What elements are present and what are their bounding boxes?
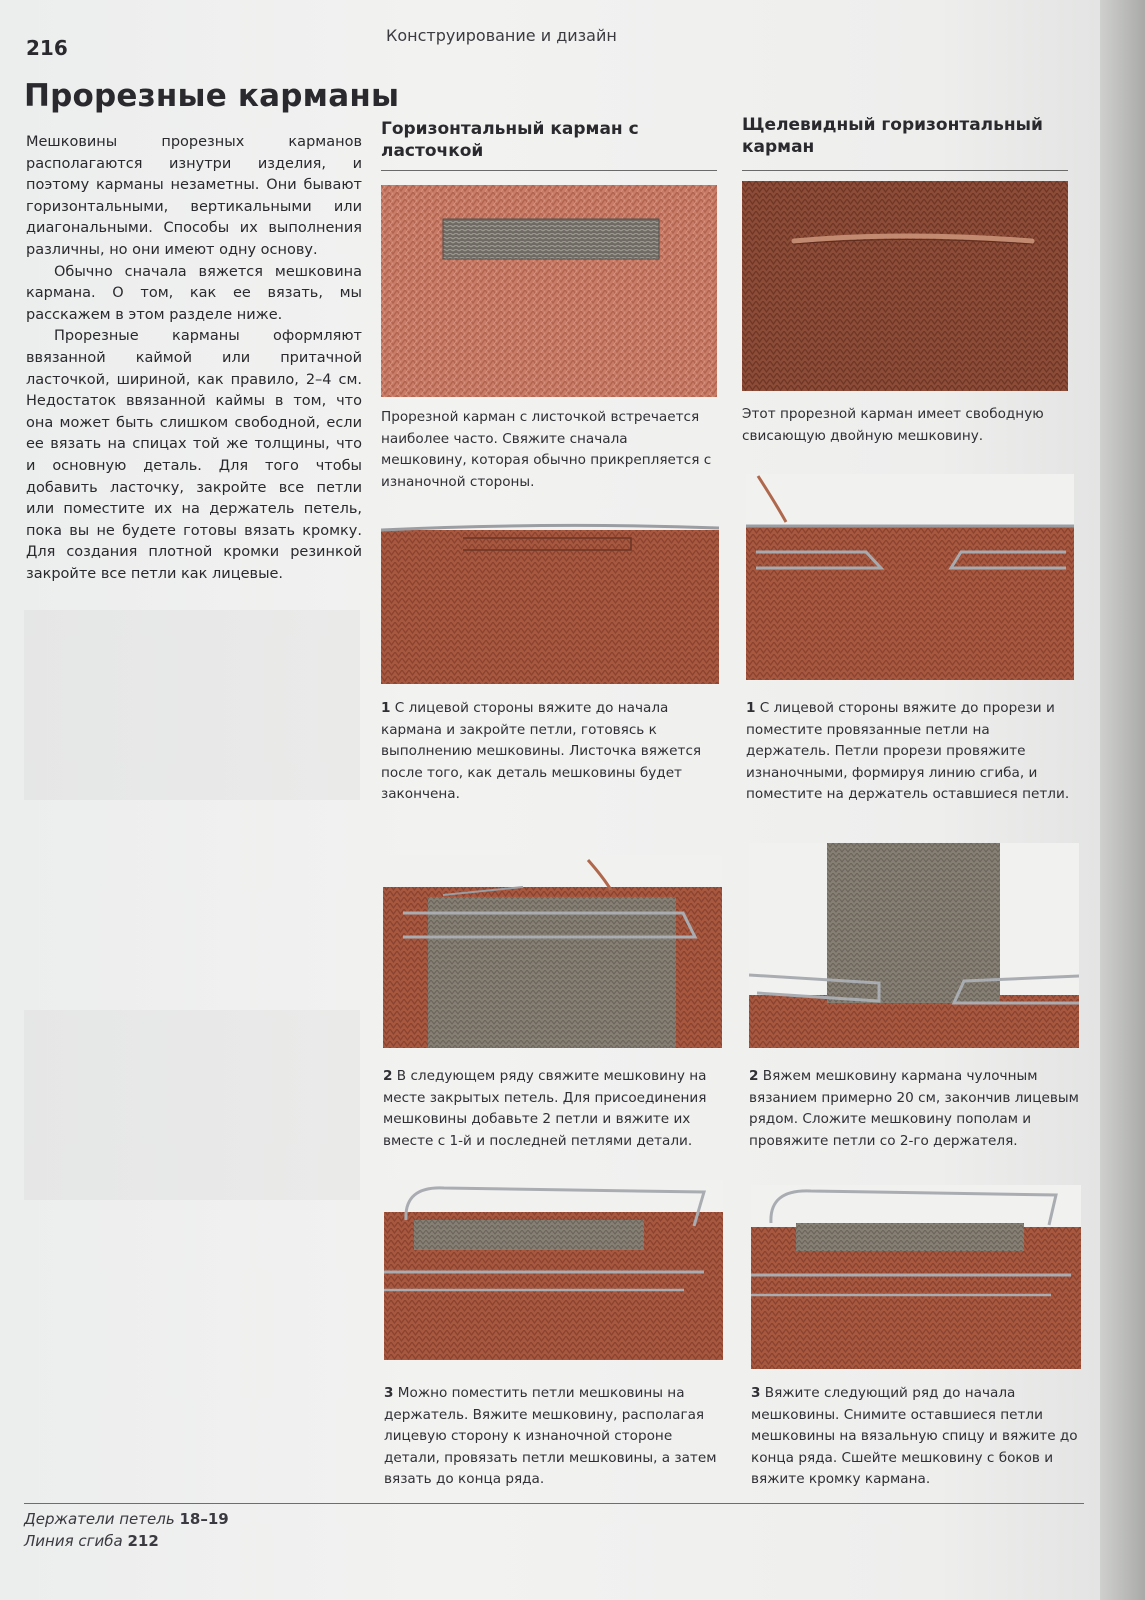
photo-right-step-1 (746, 474, 1074, 680)
step-number: 2 (749, 1068, 759, 1084)
photo-right-step-3 (751, 1185, 1081, 1369)
step-number: 2 (383, 1068, 393, 1084)
column-rule-left (381, 170, 717, 171)
caption-right-step-2 (749, 1066, 1081, 1152)
intro-paragraph: Мешковины прорезных карманов располагаются изнутри изделия, и поэтому карманы незаметны. Они бывают горизонтальными, вертикальными или диагональными. Способы их выполнения различны, но они имеют одну основу. (26, 134, 362, 258)
step-text: С лицевой стороны вяжите до прорези и поместите провязанные петли на держатель. Петли прорези провяжите изнаночными, формируя линию сгиба, и поместите на держатель оставшиеся петли. (746, 700, 1070, 802)
footer-rule (24, 1503, 1084, 1504)
page-number: 216 (26, 36, 68, 60)
xref-label: Держатели петель (24, 1510, 175, 1528)
running-head: Конструирование и дизайн (386, 26, 617, 45)
caption-right-intro: Этот прорезной карман имеет свободную свисающую двойную мешковину. (742, 406, 1044, 444)
caption-right-step-1 (746, 698, 1078, 806)
caption-left-step-3 (384, 1383, 723, 1491)
photo-left-step-2 (383, 855, 722, 1048)
cross-reference (24, 1532, 159, 1550)
column-heading-right: Щелевидный горизонтальный карман (742, 115, 1043, 157)
xref-pages: 18–19 (179, 1510, 229, 1528)
photo-left-step-3 (384, 1180, 723, 1360)
step-text: С лицевой стороны вяжите до начала кармана и закройте петли, готовясь к выполнению мешковины. Листочка вяжется после того, как деталь мешковины будет закончена. (381, 700, 702, 802)
step-number: 3 (384, 1385, 394, 1401)
caption-left-step-1 (381, 698, 719, 806)
intro-paragraph: Обычно сначала вяжется мешковина кармана. О том, как ее вязать, мы расскажем в этом разделе ниже. (26, 263, 362, 323)
show-through-block (24, 610, 360, 800)
step-number: 3 (751, 1385, 761, 1401)
caption-left-step-2 (383, 1066, 722, 1152)
column-rule-right (742, 170, 1068, 171)
book-spine-shadow (1100, 0, 1145, 1600)
xref-label: Линия сгиба (24, 1532, 123, 1550)
photo-welt-pocket-finished (381, 185, 717, 397)
step-text: Вяжите следующий ряд до начала мешковины. Снимите оставшиеся петли мешковины на вязальную спицу и вяжите до конца ряда. Сшейте мешковину с боков и вяжите кромку кармана. (751, 1385, 1078, 1487)
step-text: Можно поместить петли мешковины на держатель. Вяжите мешковину, располагая лицевую сторону к изнаночной стороне детали, провязать петли мешковины, а затем вязать до конца ряда. (384, 1385, 717, 1487)
show-through-block (24, 1010, 360, 1200)
step-text: Вяжем мешковину кармана чулочным вязанием примерно 20 см, закончив лицевым рядом. Сложите мешковину пополам и провяжите петли со 2-го держателя. (749, 1068, 1079, 1149)
page-title: Прорезные карманы (24, 78, 400, 114)
photo-left-step-1 (381, 520, 719, 684)
cross-reference (24, 1510, 229, 1528)
intro-text (26, 132, 362, 585)
photo-right-step-2 (749, 843, 1079, 1048)
xref-pages: 212 (127, 1532, 159, 1550)
step-number: 1 (746, 700, 756, 716)
intro-paragraph: Прорезные карманы оформляют ввязанной каймой или притачной ласточкой, шириной, как правило, 2–4 см. Недостаток ввязанной каймы в том, что она может быть слишком свободной, если ее вязать на спицах той же толщины, что и основную деталь. Для того чтобы добавить ласточку, закройте все петли или поместите их на держатель петель, пока вы не будете готовы вязать кромку. Для создания плотной кромки резинкой закройте все петли как лицевые. (26, 328, 362, 582)
caption-right-step-3 (751, 1383, 1084, 1491)
column-heading-left: Горизонтальный карман с ласточкой (381, 119, 639, 161)
photo-slit-pocket-finished (742, 181, 1068, 391)
step-number: 1 (381, 700, 391, 716)
caption-left-intro: Прорезной карман с листочкой встречается наиболее часто. Свяжите сначала мешковину, которая обычно прикрепляется с изнаночной стороны. (381, 409, 712, 490)
step-text: В следующем ряду свяжите мешковину на месте закрытых петель. Для присоединения мешковины добавьте 2 петли и вяжите их вместе с 1-й и последней петлями детали. (383, 1068, 707, 1149)
